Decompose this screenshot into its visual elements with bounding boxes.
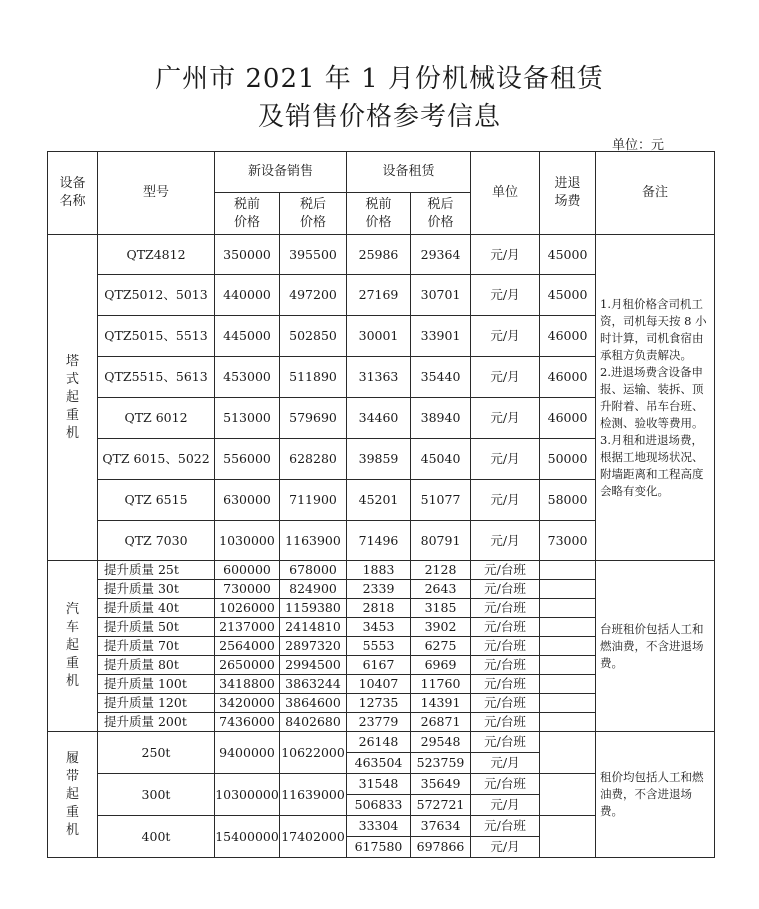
cell-rent-after-tax: 3185 xyxy=(411,599,471,618)
page-title-line-1: 广州市 2021 年 1 月份机械设备租赁 xyxy=(155,64,604,94)
cell-model: QTZ5012、5013 xyxy=(98,275,215,316)
cell-entry-exit-fee xyxy=(540,774,596,816)
cell-rent-after-tax: 572721 xyxy=(411,795,471,816)
header-entry-exit-fee: 进退场费 xyxy=(540,152,596,235)
header-unit: 单位 xyxy=(471,152,540,235)
cell-sale-pre-tax: 2564000 xyxy=(215,637,280,656)
price-table xyxy=(47,151,715,858)
cell-model: QTZ4812 xyxy=(98,235,215,275)
cell-sale-pre-tax: 350000 xyxy=(215,235,280,275)
cell-entry-exit-fee xyxy=(540,561,596,580)
header-sale-pre-tax: 税前价格 xyxy=(215,193,280,235)
cell-unit: 元/台班 xyxy=(471,816,540,837)
cell-sale-after-tax: 511890 xyxy=(280,357,347,398)
cell-rent-pre-tax: 2818 xyxy=(347,599,411,618)
cell-model: 提升质量 50t xyxy=(98,618,215,637)
cell-sale-pre-tax: 556000 xyxy=(215,439,280,480)
cell-unit: 元/月 xyxy=(471,275,540,316)
cell-sale-after-tax: 17402000 xyxy=(280,816,347,858)
cell-rent-pre-tax: 26148 xyxy=(347,732,411,753)
cell-rent-pre-tax: 31548 xyxy=(347,774,411,795)
cell-unit: 元/月 xyxy=(471,795,540,816)
remark-crawler-crane-text: 租价均包括人工和燃油费，不含进退场费。 xyxy=(600,770,704,818)
cell-entry-exit-fee xyxy=(540,637,596,656)
cell-rent-pre-tax: 23779 xyxy=(347,713,411,732)
cell-sale-after-tax: 824900 xyxy=(280,580,347,599)
cell-model: QTZ 7030 xyxy=(98,521,215,561)
cell-rent-pre-tax: 30001 xyxy=(347,316,411,357)
cell-rent-pre-tax: 45201 xyxy=(347,480,411,521)
cell-entry-exit-fee xyxy=(540,599,596,618)
page-title-line-2: 及销售价格参考信息 xyxy=(257,102,501,132)
cell-rent-pre-tax: 31363 xyxy=(347,357,411,398)
cell-rent-after-tax: 29548 xyxy=(411,732,471,753)
cell-sale-after-tax: 1163900 xyxy=(280,521,347,561)
cell-rent-pre-tax: 33304 xyxy=(347,816,411,837)
cell-entry-exit-fee: 46000 xyxy=(540,357,596,398)
cell-model: 提升质量 80t xyxy=(98,656,215,675)
cell-rent-pre-tax: 71496 xyxy=(347,521,411,561)
cell-entry-exit-fee xyxy=(540,713,596,732)
cell-entry-exit-fee xyxy=(540,694,596,713)
cell-unit: 元/台班 xyxy=(471,618,540,637)
cell-unit: 元/月 xyxy=(471,439,540,480)
cell-rent-pre-tax: 10407 xyxy=(347,675,411,694)
cell-model: 提升质量 25t xyxy=(98,561,215,580)
cell-rent-pre-tax: 3453 xyxy=(347,618,411,637)
cell-unit: 元/台班 xyxy=(471,637,540,656)
cell-rent-pre-tax: 27169 xyxy=(347,275,411,316)
cell-model: QTZ 6515 xyxy=(98,480,215,521)
cell-entry-exit-fee: 73000 xyxy=(540,521,596,561)
header-rent-pre-tax: 税前价格 xyxy=(347,193,411,235)
header-new-sales: 新设备销售 xyxy=(215,152,347,193)
cell-model: 提升质量 70t xyxy=(98,637,215,656)
cell-rent-after-tax: 51077 xyxy=(411,480,471,521)
cell-entry-exit-fee: 45000 xyxy=(540,275,596,316)
cell-rent-after-tax: 35440 xyxy=(411,357,471,398)
remark-truck-crane-text: 台班租价包括人工和燃油费，不含进退场费。 xyxy=(600,621,704,670)
cell-sale-after-tax: 395500 xyxy=(280,235,347,275)
cell-rent-pre-tax: 2339 xyxy=(347,580,411,599)
cell-sale-after-tax: 2994500 xyxy=(280,656,347,675)
cell-sale-pre-tax: 1030000 xyxy=(215,521,280,561)
cell-rent-after-tax: 38940 xyxy=(411,398,471,439)
cell-sale-pre-tax: 3420000 xyxy=(215,694,280,713)
cell-sale-after-tax: 579690 xyxy=(280,398,347,439)
cell-rent-pre-tax: 506833 xyxy=(347,795,411,816)
cell-sale-pre-tax: 9400000 xyxy=(215,732,280,774)
cell-unit: 元/月 xyxy=(471,357,540,398)
header-equipment-name: 设备名称 xyxy=(48,152,98,235)
cell-unit: 元/月 xyxy=(471,398,540,439)
cell-model: 提升质量 40t xyxy=(98,599,215,618)
cell-unit: 元/月 xyxy=(471,753,540,774)
cell-rent-after-tax: 26871 xyxy=(411,713,471,732)
cell-rent-pre-tax: 1883 xyxy=(347,561,411,580)
cell-entry-exit-fee xyxy=(540,732,596,774)
cell-model: QTZ5515、5613 xyxy=(98,357,215,398)
cell-sale-pre-tax: 15400000 xyxy=(215,816,280,858)
cell-rent-pre-tax: 25986 xyxy=(347,235,411,275)
cell-model: 提升质量 200t xyxy=(98,713,215,732)
cell-sale-after-tax: 11639000 xyxy=(280,774,347,816)
cell-unit: 元/台班 xyxy=(471,561,540,580)
cell-unit: 元/台班 xyxy=(471,656,540,675)
cell-rent-after-tax: 2643 xyxy=(411,580,471,599)
cell-model: 250t xyxy=(98,732,215,774)
cell-rent-after-tax: 80791 xyxy=(411,521,471,561)
cell-rent-after-tax: 2128 xyxy=(411,561,471,580)
cell-unit: 元/台班 xyxy=(471,675,540,694)
cell-rent-after-tax: 6969 xyxy=(411,656,471,675)
cell-unit: 元/月 xyxy=(471,235,540,275)
cell-unit: 元/台班 xyxy=(471,580,540,599)
cell-sale-pre-tax: 440000 xyxy=(215,275,280,316)
cell-entry-exit-fee xyxy=(540,675,596,694)
header-sale-after-tax: 税后价格 xyxy=(280,193,347,235)
cell-rent-after-tax: 14391 xyxy=(411,694,471,713)
cell-sale-pre-tax: 10300000 xyxy=(215,774,280,816)
cell-unit: 元/月 xyxy=(471,837,540,858)
cell-sale-after-tax: 2414810 xyxy=(280,618,347,637)
cell-rent-after-tax: 45040 xyxy=(411,439,471,480)
cell-rent-pre-tax: 617580 xyxy=(347,837,411,858)
cell-entry-exit-fee: 58000 xyxy=(540,480,596,521)
cell-sale-after-tax: 8402680 xyxy=(280,713,347,732)
group-name-crawler-crane xyxy=(48,732,98,858)
cell-entry-exit-fee: 45000 xyxy=(540,235,596,275)
cell-rent-after-tax: 29364 xyxy=(411,235,471,275)
remark-truck-crane xyxy=(596,561,715,732)
cell-unit: 元/台班 xyxy=(471,774,540,795)
cell-unit: 元/月 xyxy=(471,480,540,521)
cell-model: QTZ5015、5513 xyxy=(98,316,215,357)
cell-model: 提升质量 100t xyxy=(98,675,215,694)
cell-rent-after-tax: 6275 xyxy=(411,637,471,656)
price-table-body xyxy=(48,152,715,858)
remark-tower-crane xyxy=(596,235,715,561)
cell-rent-after-tax: 523759 xyxy=(411,753,471,774)
cell-rent-after-tax: 30701 xyxy=(411,275,471,316)
cell-sale-after-tax: 3864600 xyxy=(280,694,347,713)
cell-model: QTZ 6015、5022 xyxy=(98,439,215,480)
cell-sale-pre-tax: 1026000 xyxy=(215,599,280,618)
cell-rent-pre-tax: 5553 xyxy=(347,637,411,656)
cell-model: 300t xyxy=(98,774,215,816)
cell-sale-pre-tax: 600000 xyxy=(215,561,280,580)
cell-sale-pre-tax: 513000 xyxy=(215,398,280,439)
cell-rent-pre-tax: 12735 xyxy=(347,694,411,713)
cell-sale-after-tax: 1159380 xyxy=(280,599,347,618)
cell-sale-pre-tax: 445000 xyxy=(215,316,280,357)
cell-rent-pre-tax: 463504 xyxy=(347,753,411,774)
cell-sale-after-tax: 3863244 xyxy=(280,675,347,694)
cell-entry-exit-fee: 50000 xyxy=(540,439,596,480)
cell-sale-after-tax: 711900 xyxy=(280,480,347,521)
table-row xyxy=(48,561,715,580)
cell-sale-after-tax: 497200 xyxy=(280,275,347,316)
cell-sale-after-tax: 10622000 xyxy=(280,732,347,774)
cell-unit: 元/台班 xyxy=(471,694,540,713)
header-rent-after-tax: 税后价格 xyxy=(411,193,471,235)
cell-sale-after-tax: 502850 xyxy=(280,316,347,357)
cell-sale-pre-tax: 7436000 xyxy=(215,713,280,732)
table-row xyxy=(48,235,715,275)
cell-sale-after-tax: 2897320 xyxy=(280,637,347,656)
cell-entry-exit-fee xyxy=(540,580,596,599)
header-remarks: 备注 xyxy=(596,152,715,235)
cell-rent-after-tax: 33901 xyxy=(411,316,471,357)
cell-entry-exit-fee xyxy=(540,816,596,858)
cell-rent-after-tax: 35649 xyxy=(411,774,471,795)
cell-model: 提升质量 30t xyxy=(98,580,215,599)
unit-label: 单位：元 xyxy=(612,138,665,153)
cell-rent-after-tax: 11760 xyxy=(411,675,471,694)
cell-sale-after-tax: 628280 xyxy=(280,439,347,480)
header-rental: 设备租赁 xyxy=(347,152,471,193)
header-model: 型号 xyxy=(98,152,215,235)
cell-unit: 元/月 xyxy=(471,316,540,357)
cell-model: QTZ 6012 xyxy=(98,398,215,439)
cell-sale-after-tax: 678000 xyxy=(280,561,347,580)
cell-rent-pre-tax: 34460 xyxy=(347,398,411,439)
cell-entry-exit-fee xyxy=(540,618,596,637)
group-name-truck-crane xyxy=(48,561,98,732)
cell-unit: 元/台班 xyxy=(471,713,540,732)
cell-rent-after-tax: 3902 xyxy=(411,618,471,637)
cell-sale-pre-tax: 2650000 xyxy=(215,656,280,675)
cell-sale-pre-tax: 630000 xyxy=(215,480,280,521)
cell-rent-after-tax: 697866 xyxy=(411,837,471,858)
cell-unit: 元/台班 xyxy=(471,599,540,618)
table-row xyxy=(48,732,715,753)
group-name-truck-crane-text: 汽车起重机 xyxy=(65,602,79,689)
remark-tower-crane-text: 1.月租价格含司机工资，司机每天按 8 小时计算，司机食宿由承租方负责解决。 2.进退场费含设备申报、运输、装拆、顶升附着、吊车台班、检测、验收等费用。 3.月租和进退场费，根据工地现场状况、附墙距离和工程高度会略有变化。 xyxy=(600,296,707,498)
group-name-crawler-crane-text: 履带起重机 xyxy=(65,750,79,838)
cell-model: 提升质量 120t xyxy=(98,694,215,713)
cell-entry-exit-fee xyxy=(540,656,596,675)
cell-sale-pre-tax: 730000 xyxy=(215,580,280,599)
cell-model: 400t xyxy=(98,816,215,858)
cell-rent-after-tax: 37634 xyxy=(411,816,471,837)
cell-sale-pre-tax: 453000 xyxy=(215,357,280,398)
cell-rent-pre-tax: 39859 xyxy=(347,439,411,480)
cell-unit: 元/台班 xyxy=(471,732,540,753)
cell-sale-pre-tax: 3418800 xyxy=(215,675,280,694)
remark-crawler-crane xyxy=(596,732,715,858)
cell-sale-pre-tax: 2137000 xyxy=(215,618,280,637)
cell-unit: 元/月 xyxy=(471,521,540,561)
group-name-tower-crane-text: 塔式起重机 xyxy=(65,353,79,441)
cell-entry-exit-fee: 46000 xyxy=(540,316,596,357)
cell-entry-exit-fee: 46000 xyxy=(540,398,596,439)
cell-rent-pre-tax: 6167 xyxy=(347,656,411,675)
group-name-tower-crane xyxy=(48,235,98,561)
